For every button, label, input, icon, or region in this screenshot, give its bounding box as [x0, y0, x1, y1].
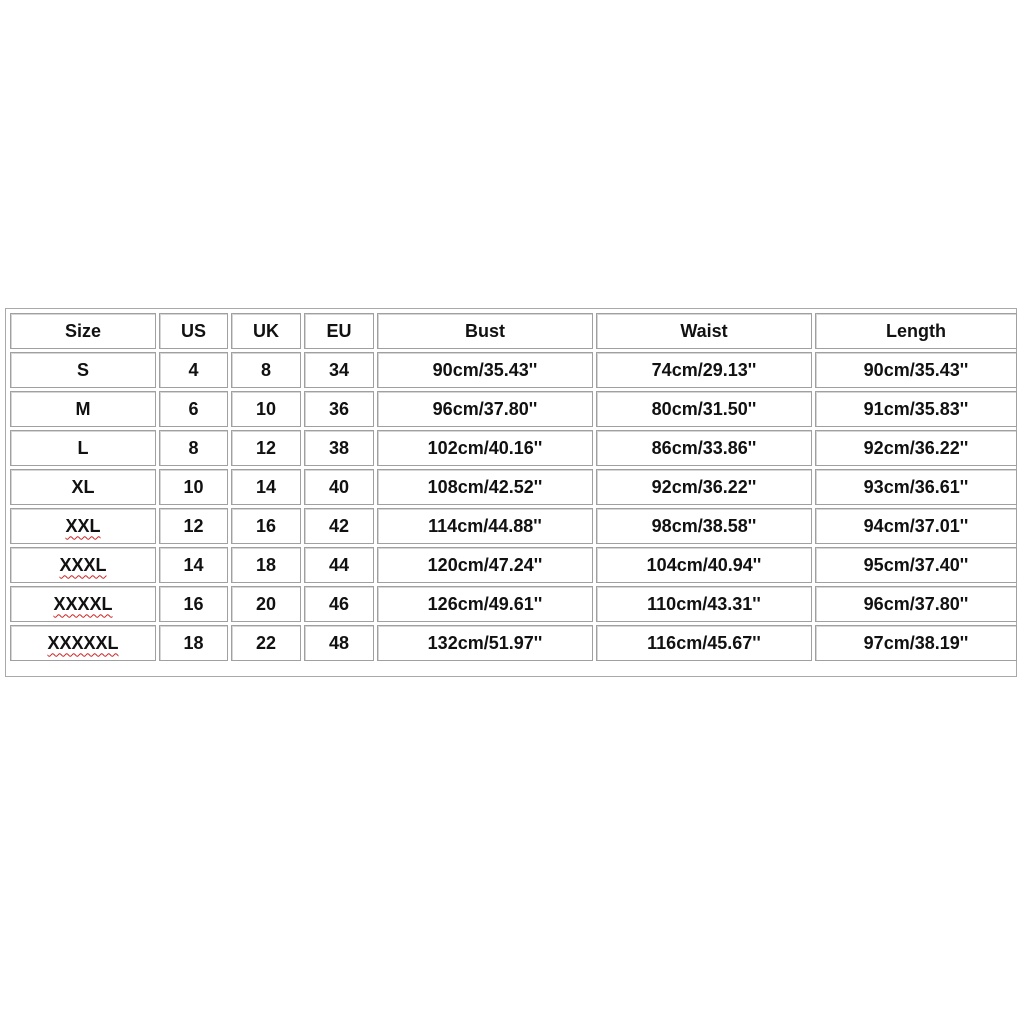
length-cell: 95cm/37.40''	[815, 547, 1017, 583]
header-size: Size	[10, 313, 156, 349]
eu-cell: 48	[304, 625, 374, 661]
size-cell: M	[10, 391, 156, 427]
uk-cell: 8	[231, 352, 301, 388]
size-label: XXXL	[59, 554, 107, 575]
waist-cell: 110cm/43.31''	[596, 586, 812, 622]
us-cell: 18	[159, 625, 228, 661]
us-cell: 12	[159, 508, 228, 544]
waist-cell: 116cm/45.67''	[596, 625, 812, 661]
uk-cell: 10	[231, 391, 301, 427]
bust-cell: 102cm/40.16''	[377, 430, 593, 466]
table-row	[10, 508, 1017, 544]
length-cell: 96cm/37.80''	[815, 586, 1017, 622]
table-row	[10, 586, 1017, 622]
length-cell: 92cm/36.22''	[815, 430, 1017, 466]
table-row	[10, 352, 1017, 388]
size-cell: XL	[10, 469, 156, 505]
size-chart-table	[7, 310, 1020, 664]
eu-cell: 42	[304, 508, 374, 544]
length-cell: 97cm/38.19''	[815, 625, 1017, 661]
eu-cell: 34	[304, 352, 374, 388]
eu-cell: 36	[304, 391, 374, 427]
eu-cell: 44	[304, 547, 374, 583]
us-cell: 4	[159, 352, 228, 388]
bust-cell: 90cm/35.43''	[377, 352, 593, 388]
bust-cell: 96cm/37.80''	[377, 391, 593, 427]
bust-cell: 120cm/47.24''	[377, 547, 593, 583]
us-cell: 6	[159, 391, 228, 427]
size-label: XXL	[65, 515, 101, 536]
waist-cell: 86cm/33.86''	[596, 430, 812, 466]
size-chart-frame	[5, 308, 1017, 677]
us-cell: 8	[159, 430, 228, 466]
size-label: XXXXL	[53, 593, 113, 614]
length-cell: 94cm/37.01''	[815, 508, 1017, 544]
uk-cell: 14	[231, 469, 301, 505]
size-label: XXXXXL	[47, 632, 119, 653]
eu-cell: 46	[304, 586, 374, 622]
size-cell	[10, 586, 156, 622]
table-row	[10, 625, 1017, 661]
size-cell	[10, 625, 156, 661]
header-uk: UK	[231, 313, 301, 349]
us-cell: 16	[159, 586, 228, 622]
size-cell: S	[10, 352, 156, 388]
uk-cell: 18	[231, 547, 301, 583]
header-bust: Bust	[377, 313, 593, 349]
size-cell	[10, 508, 156, 544]
table-row	[10, 547, 1017, 583]
size-cell: L	[10, 430, 156, 466]
waist-cell: 80cm/31.50''	[596, 391, 812, 427]
uk-cell: 20	[231, 586, 301, 622]
waist-cell: 92cm/36.22''	[596, 469, 812, 505]
length-cell: 90cm/35.43''	[815, 352, 1017, 388]
table-row	[10, 430, 1017, 466]
header-row	[10, 313, 1017, 349]
waist-cell: 98cm/38.58''	[596, 508, 812, 544]
eu-cell: 38	[304, 430, 374, 466]
header-waist: Waist	[596, 313, 812, 349]
waist-cell: 104cm/40.94''	[596, 547, 812, 583]
eu-cell: 40	[304, 469, 374, 505]
header-length: Length	[815, 313, 1017, 349]
bust-cell: 126cm/49.61''	[377, 586, 593, 622]
table-row	[10, 469, 1017, 505]
length-cell: 91cm/35.83''	[815, 391, 1017, 427]
table-row	[10, 391, 1017, 427]
waist-cell: 74cm/29.13''	[596, 352, 812, 388]
bust-cell: 132cm/51.97''	[377, 625, 593, 661]
size-cell	[10, 547, 156, 583]
header-eu: EU	[304, 313, 374, 349]
length-cell: 93cm/36.61''	[815, 469, 1017, 505]
us-cell: 10	[159, 469, 228, 505]
uk-cell: 16	[231, 508, 301, 544]
bust-cell: 114cm/44.88''	[377, 508, 593, 544]
us-cell: 14	[159, 547, 228, 583]
bust-cell: 108cm/42.52''	[377, 469, 593, 505]
uk-cell: 12	[231, 430, 301, 466]
uk-cell: 22	[231, 625, 301, 661]
header-us: US	[159, 313, 228, 349]
